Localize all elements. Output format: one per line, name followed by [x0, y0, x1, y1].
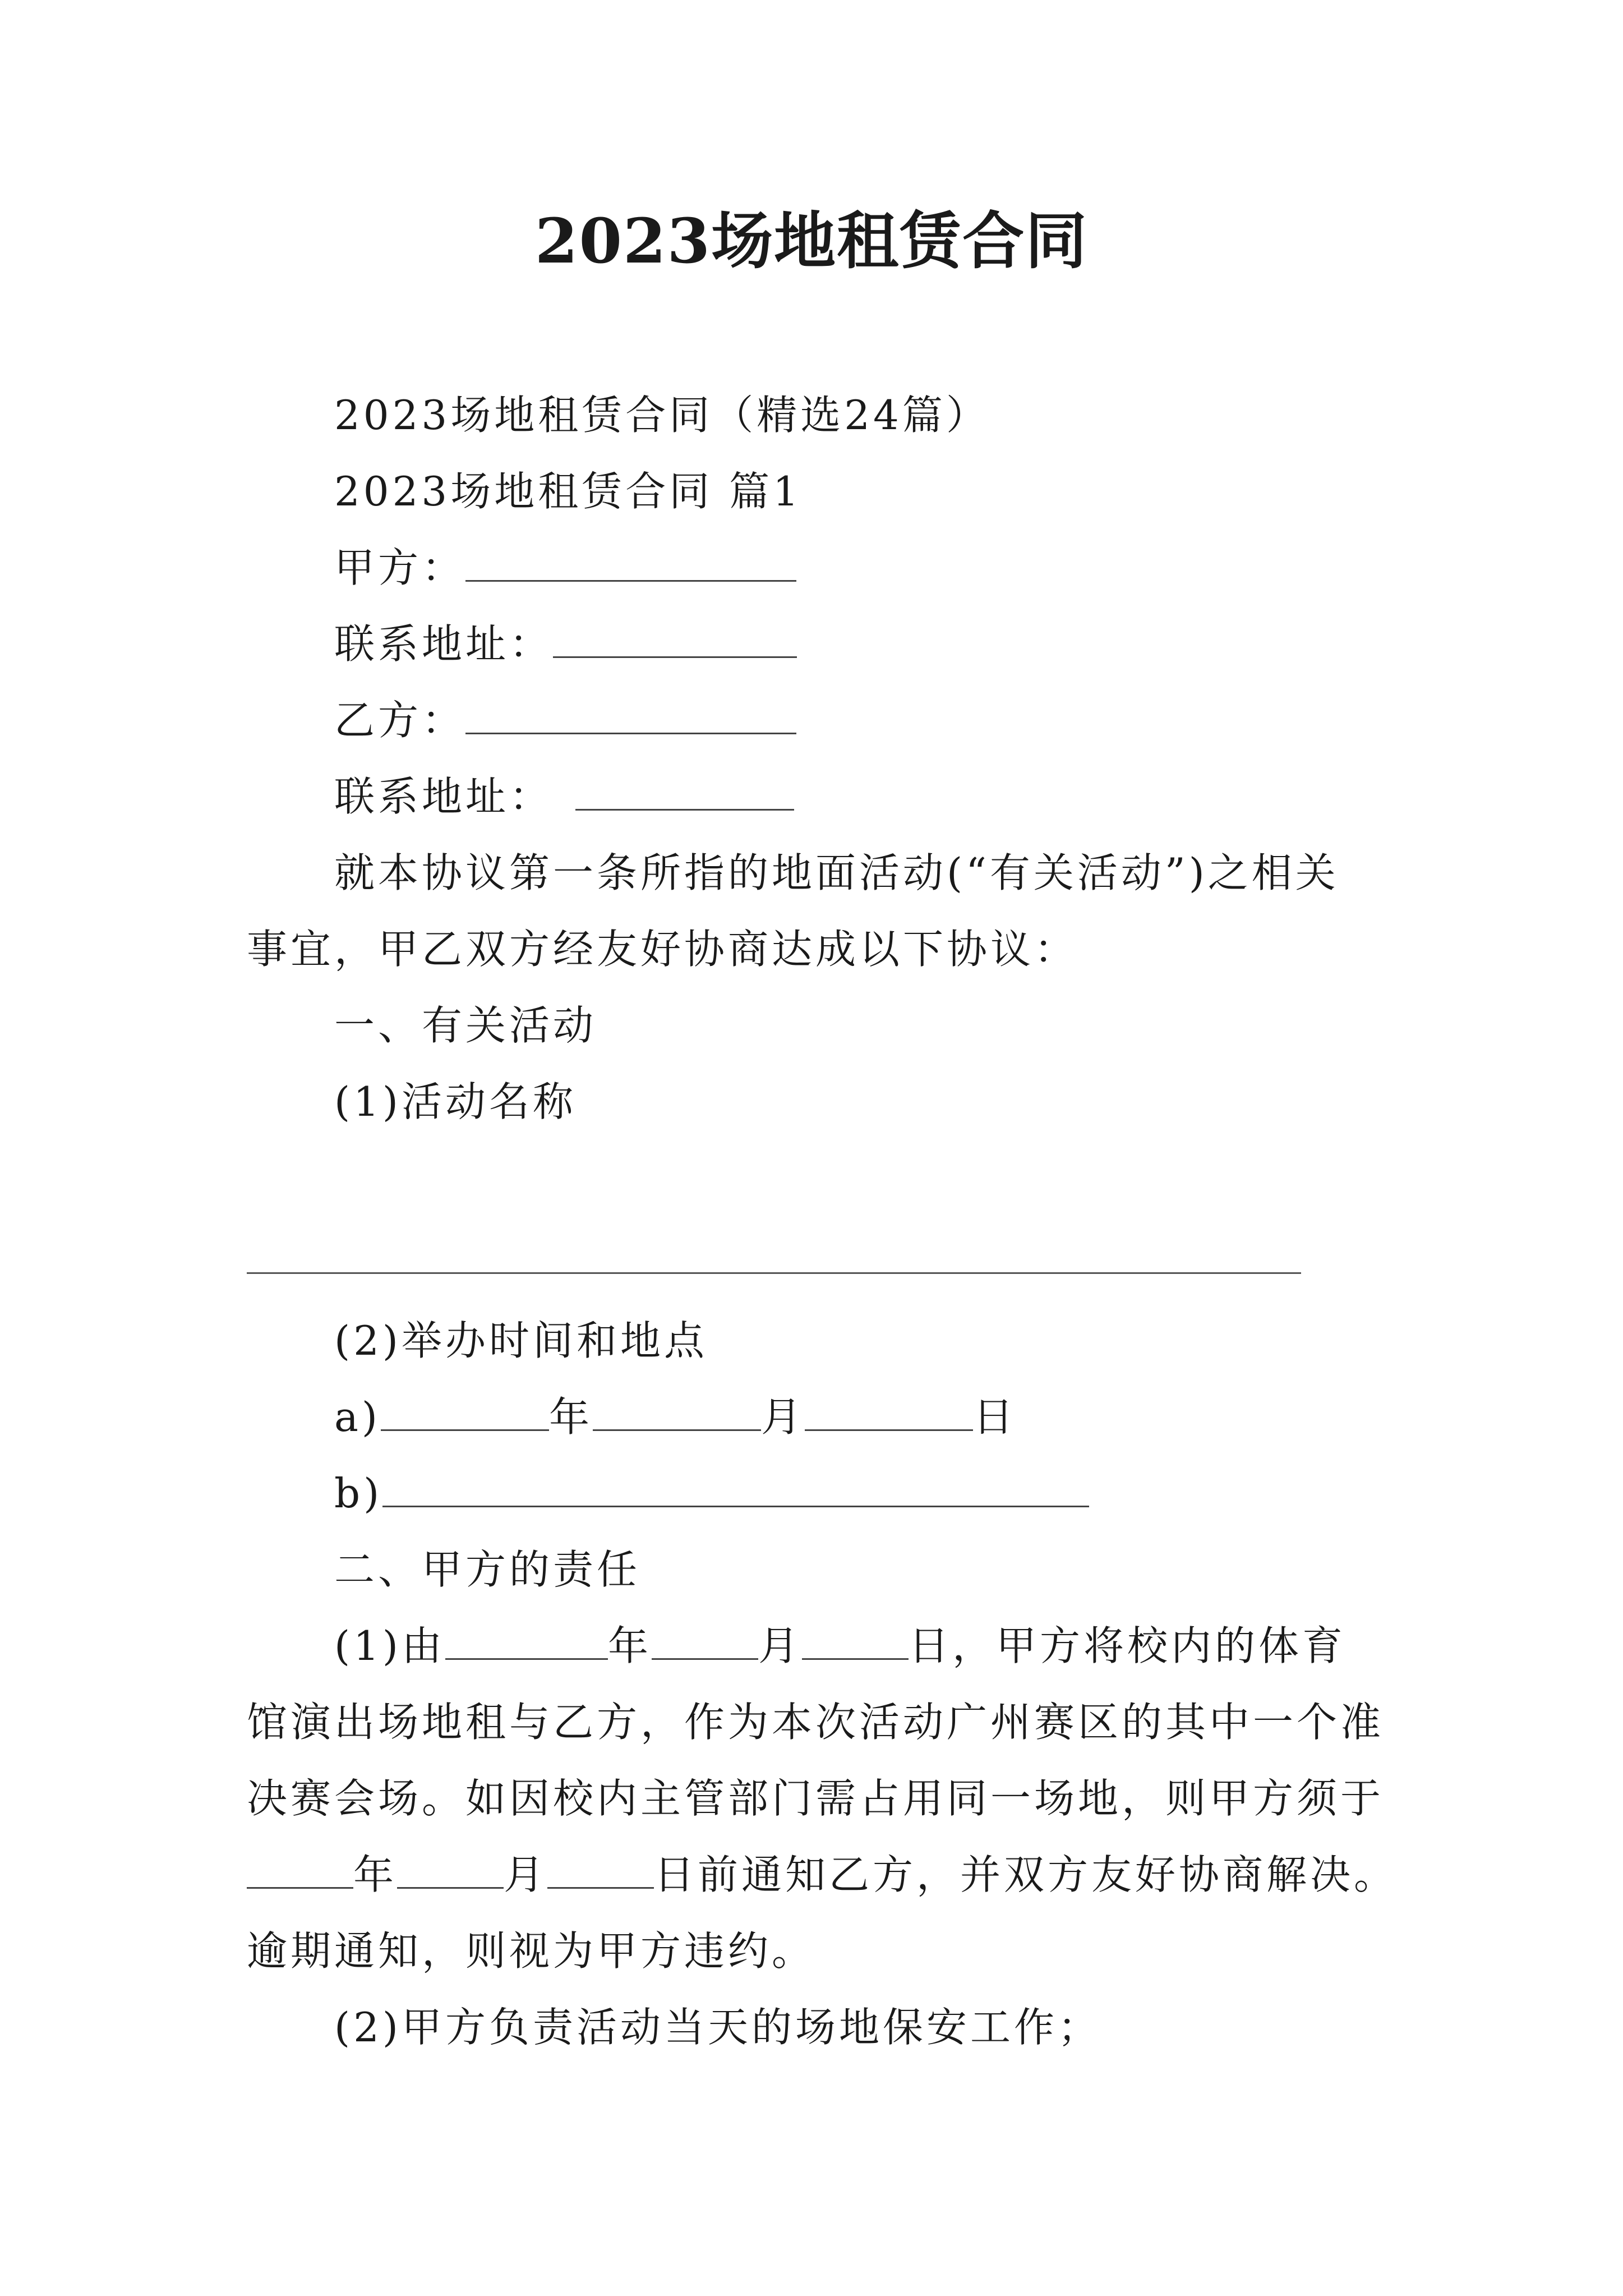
item-1-2b-prefix: b)	[334, 1470, 383, 1517]
item-2-1-month-blank	[652, 1623, 758, 1660]
party-a-address-label: 联系地址：	[334, 620, 554, 668]
party-a-label: 甲方：	[334, 544, 466, 591]
party-a-blank	[465, 545, 796, 582]
day-blank	[805, 1395, 973, 1431]
item-2-1-line-3: 决赛会场。如因校内主管部门需占用同一场地，则甲方须于	[247, 1775, 1385, 1822]
intro-line-2: 事宜，甲乙双方经友好协商达成以下协议：	[247, 926, 1078, 973]
notice-day-blank	[547, 1852, 654, 1889]
item-1-2a-prefix: a)	[334, 1393, 381, 1441]
item-1-1: (1)活动名称	[334, 1078, 577, 1125]
activity-name-blank-line	[247, 1272, 1301, 1274]
party-b-address-label: 联系地址：	[334, 773, 554, 820]
item-2-1-day-blank	[802, 1623, 909, 1660]
notice-month-label: 月	[504, 1851, 548, 1898]
item-2-1-line-2: 馆演出场地租与乙方，作为本次活动广州赛区的其中一个准	[247, 1699, 1385, 1746]
item-2-2: (2)甲方负责活动当天的场地保安工作；	[334, 2004, 1101, 2051]
month-blank	[593, 1395, 761, 1431]
section-1-heading: 一、有关活动	[334, 1002, 597, 1049]
item-2-1-year-label: 年	[608, 1622, 652, 1669]
item-2-1-line-1	[334, 1618, 1346, 1674]
item-2-1-month-label: 月	[758, 1622, 803, 1669]
day-label: 日	[973, 1393, 1017, 1441]
year-blank	[381, 1395, 549, 1431]
intro-line-1: 就本协议第一条所指的地面活动(“有关活动”)之相关	[334, 849, 1339, 896]
item-2-1-line-4-suffix: 日前通知乙方，并双方友好协商解决。	[654, 1851, 1398, 1898]
month-label: 月	[761, 1393, 805, 1441]
item-1-2a-row	[334, 1389, 1017, 1445]
party-b-row	[334, 692, 796, 748]
party-a-row	[334, 540, 796, 596]
notice-year-label: 年	[353, 1851, 398, 1898]
notice-year-blank	[247, 1852, 353, 1889]
section-heading: 2023场地租赁合同 篇1	[334, 468, 802, 515]
party-b-label: 乙方：	[334, 697, 466, 744]
party-a-address-row	[334, 616, 797, 672]
location-blank	[382, 1471, 1089, 1507]
item-1-2: (2)举办时间和地点	[334, 1317, 708, 1364]
year-label: 年	[549, 1393, 593, 1441]
item-2-1-line-5: 逾期通知，则视为甲方违约。	[247, 1927, 816, 1975]
section-2-heading: 二、甲方的责任	[334, 1546, 641, 1593]
notice-month-blank	[397, 1852, 504, 1889]
item-2-1-suffix: 日，甲方将校内的体育	[909, 1622, 1347, 1669]
item-2-1-prefix: (1)由	[334, 1622, 445, 1669]
party-b-address-blank	[575, 774, 794, 811]
party-b-blank	[465, 698, 796, 734]
item-2-1-year-blank	[445, 1623, 608, 1660]
document-subtitle: 2023场地租赁合同（精选24篇）	[334, 392, 990, 439]
party-a-address-blank	[553, 622, 797, 658]
item-2-1-line-4	[247, 1847, 1398, 1903]
item-1-2b-row	[334, 1465, 1089, 1521]
party-b-address-row	[334, 769, 794, 825]
document-title: 2023场地租赁合同	[534, 205, 1089, 277]
